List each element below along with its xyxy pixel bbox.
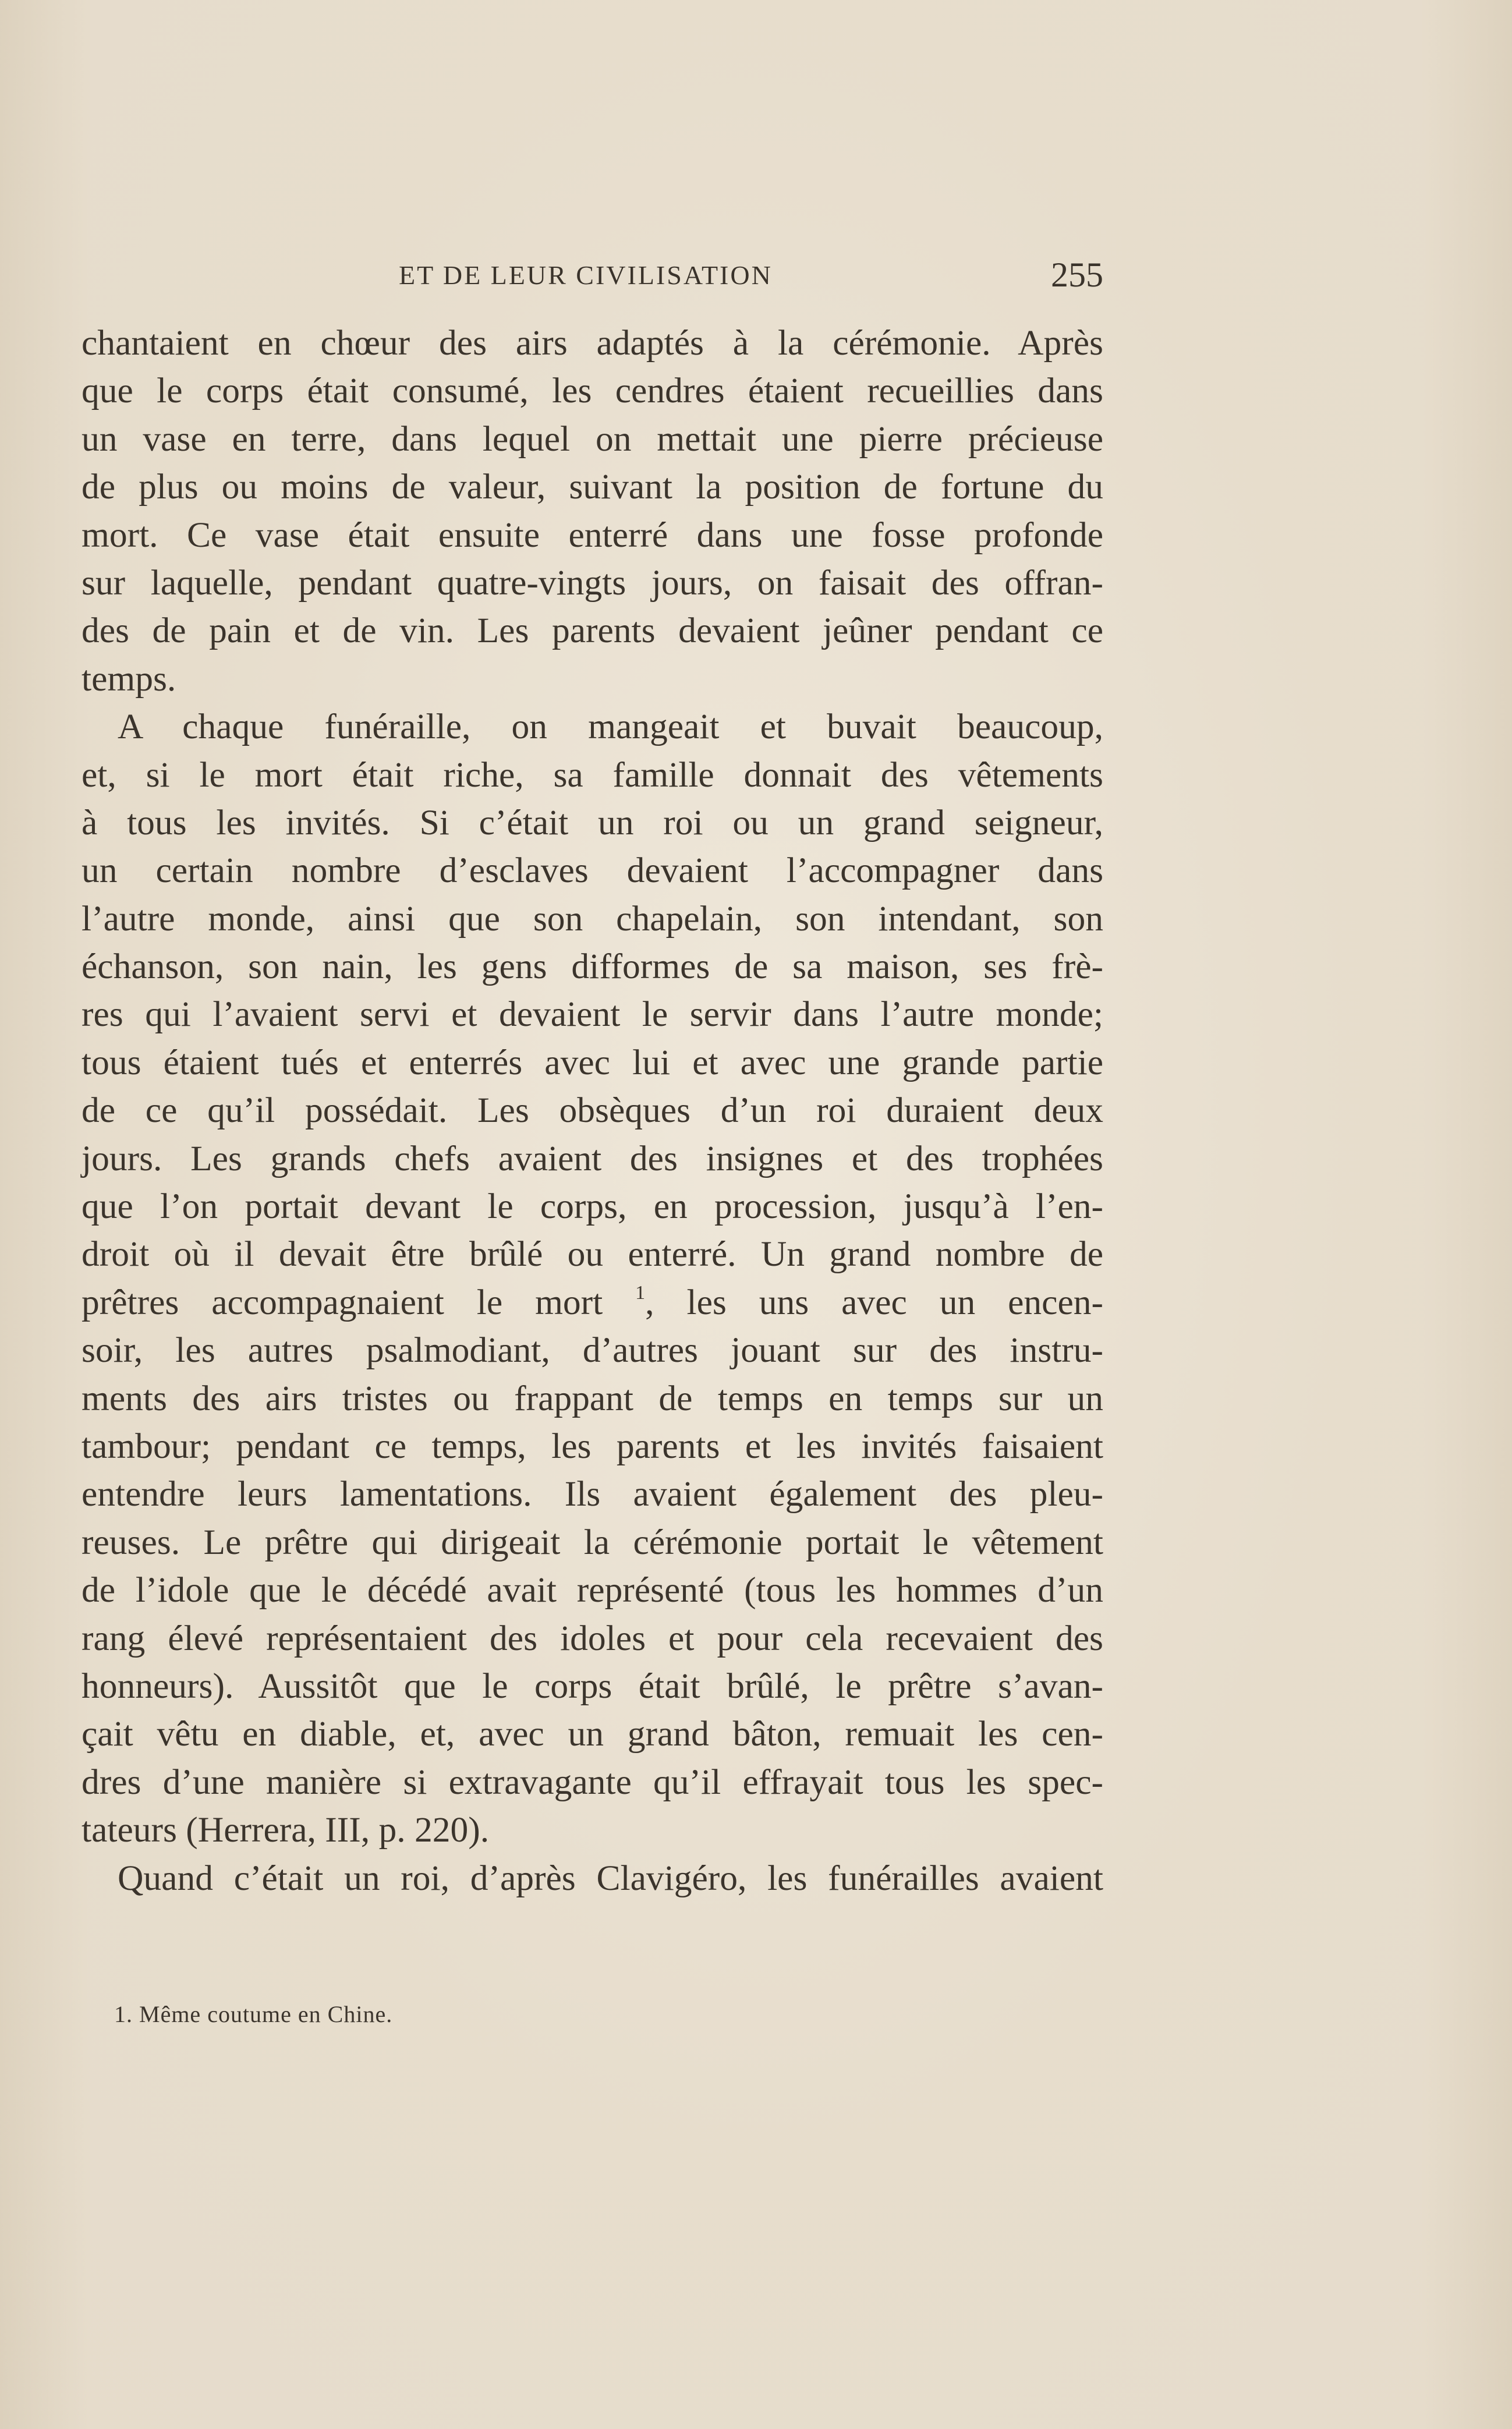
body-text — [82, 319, 1103, 1902]
text-line: un vase en terre, dans lequel on mettait une pierre précieuse — [82, 419, 1103, 459]
text-line: jours. Les grands chefs avaient des insignes et des trophées — [82, 1138, 1103, 1178]
text-line: de plus ou moins de valeur, suivant la position de fortune du — [82, 467, 1103, 507]
text-line: des de pain et de vin. Les parents devaient jeûner pendant ce — [82, 611, 1103, 651]
text-line: tateurs (Herrera, III, p. 220). — [82, 1810, 490, 1850]
text-line: ments des airs tristes ou frappant de temps en temps sur un — [82, 1378, 1103, 1418]
text-line: entendre leurs lamentations. Ils avaient également des pleu- — [82, 1474, 1103, 1514]
text-line-with-footnote — [82, 1279, 1103, 1326]
text-line: un certain nombre d’esclaves devaient l’accompagner dans — [82, 851, 1103, 891]
running-head — [82, 255, 1103, 302]
text-line: honneurs). Aussitôt que le corps était brûlé, le prêtre s’avan- — [82, 1666, 1103, 1706]
text-line: de ce qu’il possédait. Les obsèques d’un roi duraient deux — [82, 1090, 1103, 1131]
text-fragment: , les uns avec un encen- — [645, 1282, 1104, 1322]
text-line: temps. — [82, 658, 176, 699]
text-line: de l’idole que le décédé avait représenté (tous les hommes d’un — [82, 1570, 1103, 1610]
text-line: mort. Ce vase était ensuite enterré dans une fosse profonde — [82, 515, 1103, 555]
text-line: tous étaient tués et enterrés avec lui et avec une grande partie — [82, 1042, 1103, 1082]
page-number: 255 — [1051, 256, 1103, 294]
text-line: tambour; pendant ce temps, les parents et les invités faisaient — [82, 1426, 1103, 1466]
text-fragment: prêtres accompagnaient le mort — [82, 1282, 603, 1322]
text-line: que le corps était consumé, les cendres étaient recueillies dans — [82, 371, 1103, 411]
text-line: droit où il devait être brûlé ou enterré. Un grand nombre de — [82, 1234, 1103, 1274]
text-line: que l’on portait devant le corps, en procession, jusqu’à l’en- — [82, 1187, 1103, 1227]
text-line: chantaient en chœur des airs adaptés à la cérémonie. Après — [82, 323, 1103, 363]
text-line: soir, les autres psalmodiant, d’autres jouant sur des instru- — [82, 1330, 1103, 1371]
text-line: reuses. Le prêtre qui dirigeait la cérémonie portait le vêtement — [82, 1522, 1103, 1562]
text-line: dres d’une manière si extravagante qu’il effrayait tous les spec- — [82, 1762, 1103, 1802]
footnote-reference: 1 — [635, 1281, 646, 1304]
text-line: çait vêtu en diable, et, avec un grand bâton, remuait les cen- — [82, 1714, 1103, 1754]
footnote: 1. Même coutume en Chine. — [114, 2001, 393, 2027]
text-line: Quand c’était un roi, d’après Clavigéro, les funérailles avaient — [118, 1858, 1103, 1898]
text-line: A chaque funéraille, on mangeait et buvait beaucoup, — [118, 707, 1103, 747]
text-line: l’autre monde, ainsi que son chapelain, son intendant, son — [82, 898, 1103, 939]
text-line: rang élevé représentaient des idoles et pour cela recevaient des — [82, 1618, 1103, 1658]
text-line: et, si le mort était riche, sa famille donnait des vêtements — [82, 755, 1103, 795]
text-line: res qui l’avaient servi et devaient le servir dans l’autre monde; — [82, 994, 1103, 1035]
text-line: échanson, son nain, les gens difformes de sa maison, ses frè- — [82, 947, 1103, 987]
text-line: sur laquelle, pendant quatre-vingts jours, on faisait des offran- — [82, 562, 1103, 603]
running-title: ET DE LEUR CIVILISATION — [399, 260, 773, 290]
text-line: à tous les invités. Si c’était un roi ou un grand seigneur, — [82, 802, 1103, 842]
